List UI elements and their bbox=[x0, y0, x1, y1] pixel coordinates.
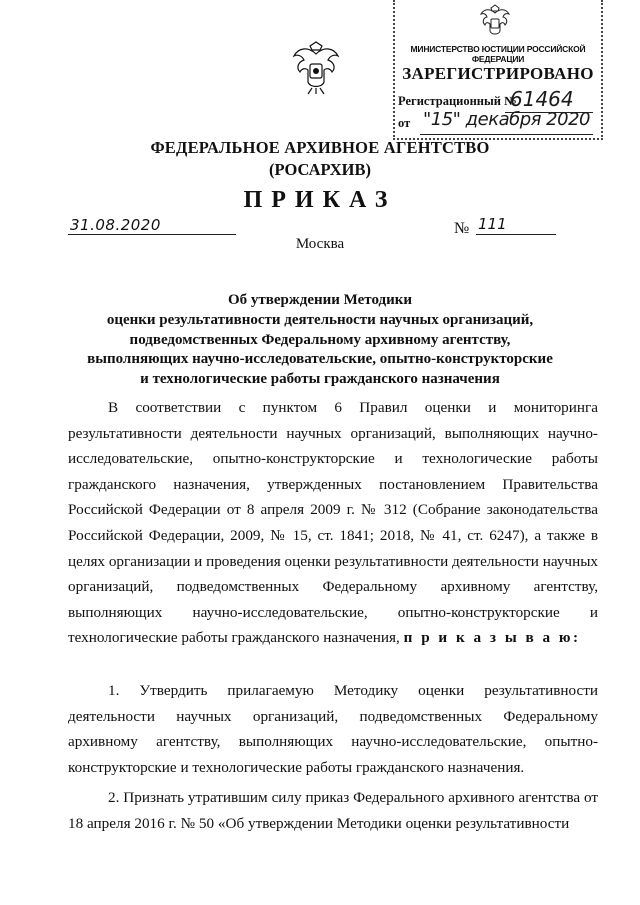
order-date-underline bbox=[68, 234, 236, 235]
title-line: и технологические работы гражданского назначения bbox=[140, 371, 500, 388]
order-date: 31.08.2020 bbox=[70, 216, 161, 234]
document-title bbox=[80, 291, 560, 390]
document-type-heading: ПРИКАЗ bbox=[243, 187, 397, 213]
order-number-underline bbox=[476, 234, 556, 235]
stamp-registered-label: ЗАРЕГИСТРИРОВАНО bbox=[402, 64, 594, 83]
stamp-regno-value: 61464 bbox=[510, 87, 574, 111]
clause-2-paragraph: 2. Признать утратившим силу приказ Федерального архивного агентства от 18 апреля 2016 г. № 50 «Об утверждении Методики оценки результативности bbox=[68, 789, 598, 832]
stamp-ministry-label: МИНИСТЕРСТВО ЮСТИЦИИ РОССИЙСКОЙ ФЕДЕРАЦИИ bbox=[410, 44, 586, 64]
order-verb: п р и к а з ы в а ю: bbox=[403, 629, 581, 647]
agency-name: ФЕДЕРАЛЬНОЕ АРХИВНОЕ АГЕНТСТВО bbox=[150, 138, 490, 157]
agency-abbreviation: (РОСАРХИВ) bbox=[269, 160, 371, 179]
stamp-coat-of-arms-icon bbox=[478, 4, 512, 40]
stamp-date-value: "15" декабря 2020 bbox=[423, 109, 590, 130]
order-number: 111 bbox=[478, 215, 507, 233]
coat-of-arms-icon bbox=[290, 40, 342, 96]
title-line: подведомственных Федеральному архивному агентству, bbox=[129, 331, 511, 348]
preamble-text: В соответствии с пунктом 6 Правил оценки и мониторинга результативности деятельности научных организаций, выполняющих научно-исследовательские, опытно-конструкторские и технологические работы гражданского назначения, утвержденных постановлением Правительства Российской Федерации от 8 апреля 2009 г. № 312 (Собрание законодательства Российской Федерации, 2009, № 15, ст. 1841; 2018, № 41, ст. 6247), а также в целях организации и проведения оценки результативности деятельности научных организаций, подведомственных Федеральному архивному агентству, выполняющих научно-исследовательские, опытно-конструкторские и технологические работы гражданского назначения, bbox=[68, 399, 598, 647]
stamp-regno-label: Регистрационный № bbox=[398, 94, 517, 108]
title-line: выполняющих научно-исследовательские, опытно-конструкторские bbox=[87, 351, 553, 368]
city: Москва bbox=[295, 236, 345, 252]
order-number-label: № bbox=[454, 220, 470, 237]
clause-1-paragraph: 1. Утвердить прилагаемую Методику оценки результативности деятельности научных организаций, подведомственных Федеральному архивному агентству, выполняющих научно-исследовательские, опытно-конструкторские и технологические работы гражданского назначения. bbox=[68, 682, 598, 776]
stamp-date-label: от bbox=[398, 116, 411, 130]
title-line: оценки результативности деятельности научных организаций, bbox=[106, 311, 534, 328]
title-line: Об утверждении Методики bbox=[227, 292, 413, 308]
stamp-date-underline bbox=[420, 134, 593, 135]
preamble-paragraph bbox=[68, 395, 598, 651]
